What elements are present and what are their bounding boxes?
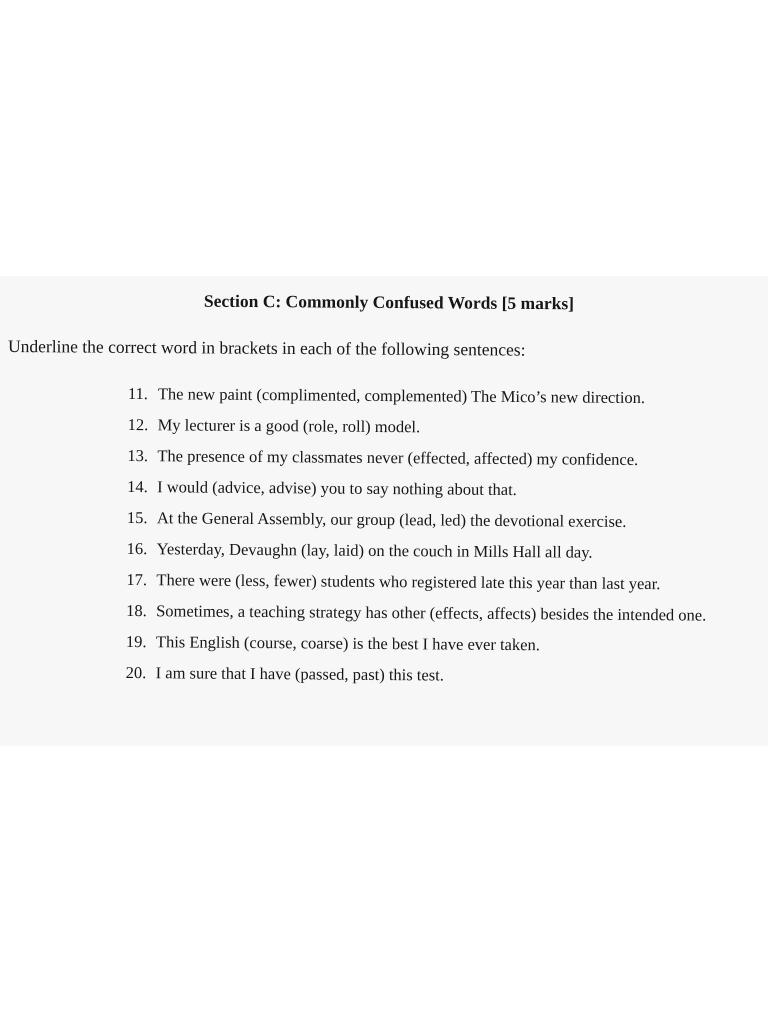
question-number: 16.	[126, 538, 148, 559]
question-item	[127, 471, 757, 507]
question-item	[126, 564, 756, 600]
question-number: 15.	[126, 507, 148, 528]
question-item	[126, 595, 756, 631]
question-text: I would (advice, advise) you to say nothing about that.	[157, 477, 517, 500]
question-item	[126, 657, 756, 693]
question-number: 18.	[126, 600, 147, 621]
question-number: 11.	[127, 383, 148, 404]
question-item	[128, 378, 758, 414]
instruction-text: Underline the correct word in brackets in each of the following sentences:	[7, 336, 526, 360]
question-text: My lecturer is a good (role, roll) model.	[157, 415, 421, 437]
question-text: I am sure that I have (passed, past) this test.	[155, 663, 444, 685]
question-item	[127, 502, 757, 538]
question-text: The presence of my classmates never (effected, affected) my confidence.	[157, 446, 639, 470]
question-number: 13.	[127, 445, 149, 466]
question-item	[127, 440, 757, 476]
question-number: 12.	[127, 414, 149, 435]
question-text: Yesterday, Devaughn (lay, laid) on the couch in Mills Hall all day.	[156, 539, 593, 562]
question-text: At the General Assembly, our group (lead, led) the devotional exercise.	[156, 508, 627, 531]
question-number: 14.	[127, 476, 148, 497]
question-number: 19.	[125, 631, 147, 652]
question-item	[127, 533, 757, 569]
question-list	[126, 378, 758, 693]
section-title: Section C: Commonly Confused Words [5 marks]	[203, 290, 575, 314]
question-text: This English (course, coarse) is the best I have ever taken.	[155, 632, 540, 655]
question-number: 20.	[125, 662, 147, 683]
question-text: The new paint (complimented, complemented) The Mico’s new direction.	[157, 384, 646, 408]
question-number: 17.	[126, 569, 148, 590]
question-text: There were (less, fewer) students who registered late this year than last year.	[156, 570, 661, 594]
question-item	[128, 409, 758, 445]
question-item	[126, 626, 756, 662]
question-text: Sometimes, a teaching strategy has other (effects, affects) besides the intended one.	[156, 601, 707, 625]
